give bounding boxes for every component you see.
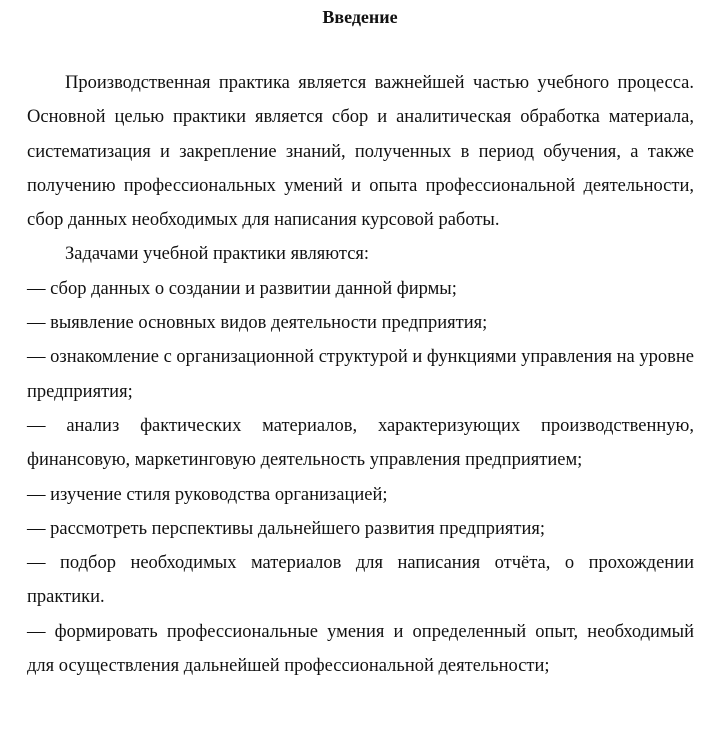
task-item: — ознакомление с организационной структурой и функциями управления на уровне предприятия; [27, 347, 694, 402]
task-item: — анализ фактических материалов, характеризующих производственную, финансовую, маркетинговую деятельность управления предприятием; [27, 415, 694, 471]
task-item: — подбор необходимых материалов для написания отчёта, о прохождении практики. [27, 553, 694, 608]
task-item: — формировать профессиональные умения и определенный опыт, необходимый для осуществления дальнейшей профессиональной деятельности; [27, 621, 694, 677]
task-item: — изучение стиля руководства организацией; [27, 484, 388, 505]
tasks-list [27, 272, 694, 684]
intro-paragraph: Производственная практика является важнейшей частью учебного процесса. Основной целью практики является сбор и аналитическая обработка материала, систематизация и закрепление знаний, полученных в период обучения, а также получению профессиональных умений и опыта профессиональной деятельности, сбор данных необходимых для написания курсовой работы. [27, 73, 694, 231]
tasks-intro: Задачами учебной практики являются: [65, 244, 370, 265]
task-item: — сбор данных о создании и развитии данной фирмы; [27, 278, 457, 299]
document-body [27, 66, 694, 683]
document-title: Введение [322, 7, 398, 27]
task-item: — рассмотреть перспективы дальнейшего развития предприятия; [27, 518, 546, 539]
task-item: — выявление основных видов деятельности предприятия; [27, 313, 488, 334]
